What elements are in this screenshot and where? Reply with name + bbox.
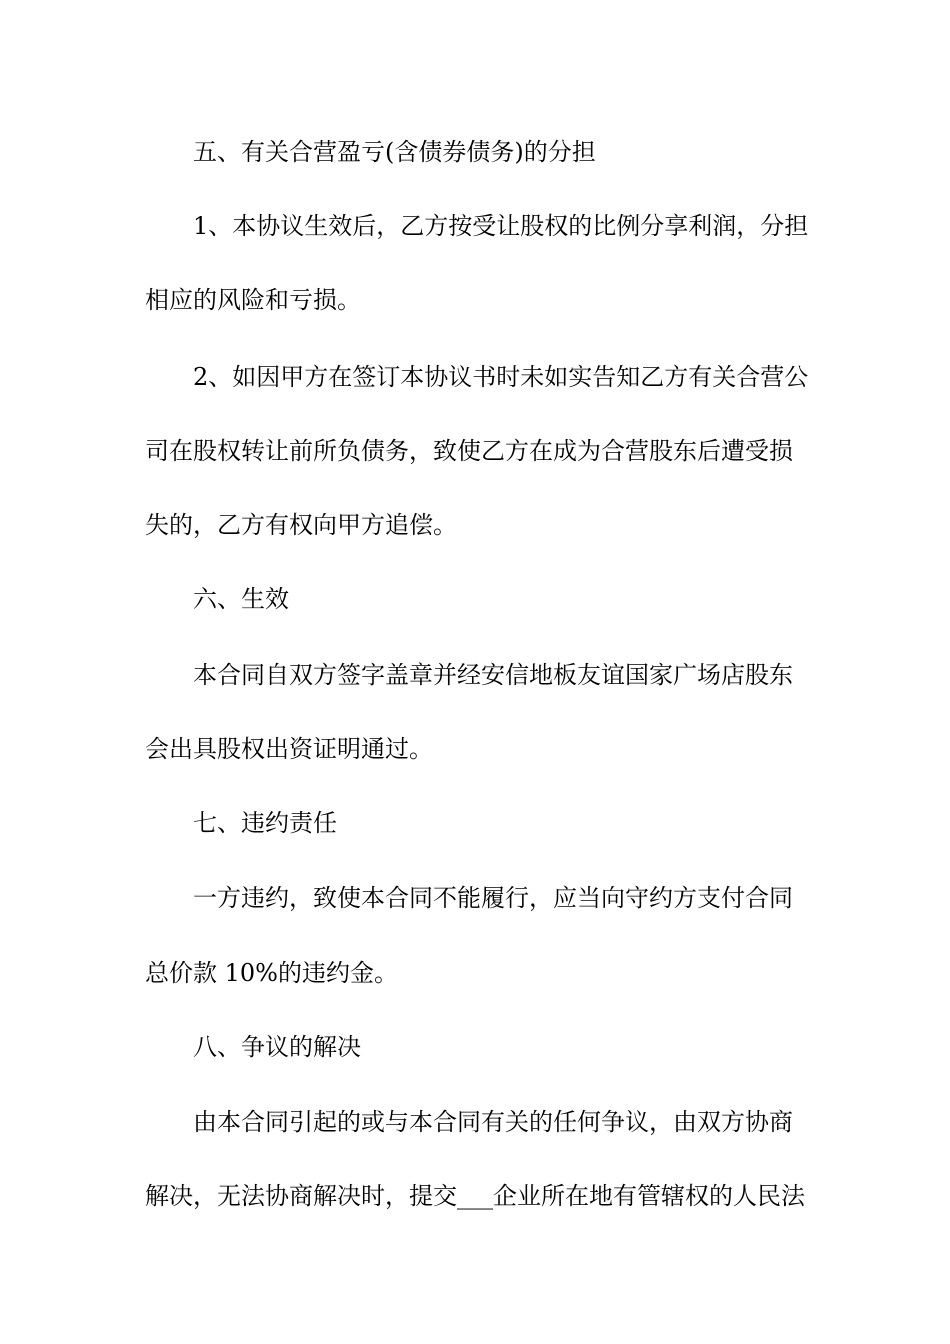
section-heading-5: 五、有关合营盈亏(含债券债务)的分担 — [193, 138, 596, 166]
paragraph-line: 总价款 10%的违约金。 — [145, 959, 398, 987]
paragraph-line: 司在股权转让前所负债务，致使乙方在成为合营股东后遭受损 — [145, 437, 793, 465]
paragraph-line: 本合同自双方签字盖章并经安信地板友谊国家广场店股东 — [193, 661, 793, 689]
paragraph-line: 由本合同引起的或与本合同有关的任何争议，由双方协商 — [193, 1108, 793, 1136]
section-heading-7: 七、违约责任 — [193, 809, 337, 837]
paragraph-line: 1、本协议生效后，乙方按受让股权的比例分享利润，分担 — [193, 212, 809, 240]
section-heading-6: 六、生效 — [193, 585, 289, 613]
paragraph-line: 2、如因甲方在签订本协议书时未如实告知乙方有关合营公 — [193, 363, 809, 391]
paragraph-line: 失的，乙方有权向甲方追偿。 — [145, 511, 457, 539]
paragraph-line: 解决，无法协商解决时，提交___企业所在地有管辖权的人民法 — [145, 1182, 805, 1210]
paragraph-line: 一方违约，致使本合同不能履行，应当向守约方支付合同 — [193, 884, 793, 912]
paragraph-line: 相应的风险和亏损。 — [145, 286, 361, 314]
paragraph-line: 会出具股权出资证明通过。 — [145, 735, 433, 763]
section-heading-8: 八、争议的解决 — [193, 1033, 361, 1061]
